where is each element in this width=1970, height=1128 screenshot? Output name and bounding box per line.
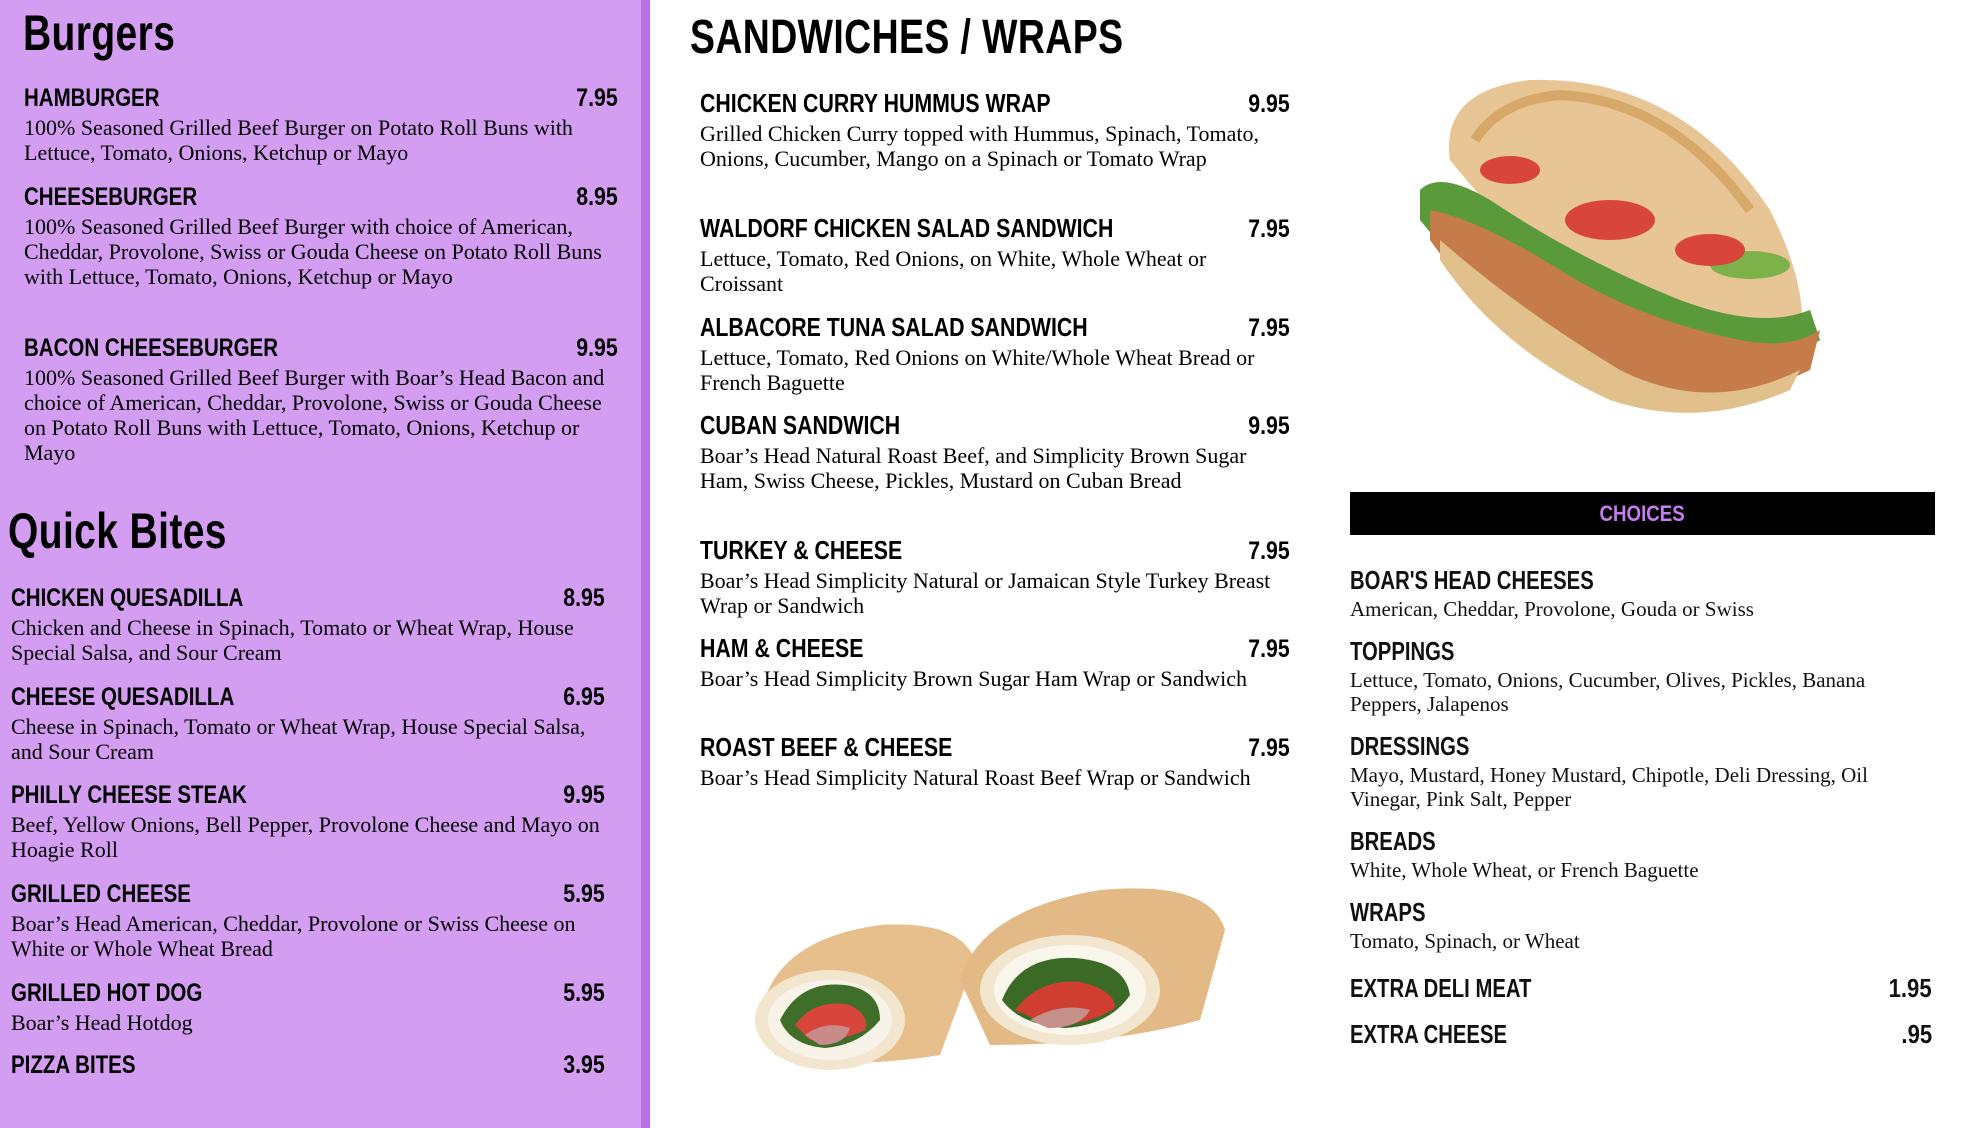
item-description: 100% Seasoned Grilled Beef Burger with choice of American, Cheddar, Provolone, Swiss or Gouda Cheese on Potato Roll Buns with Lettuce, Tomato, Onions, Ketchup or Mayo [24,214,602,289]
sandwiches-heading: SANDWICHES / WRAPS [690,11,1124,64]
item-description: Boar’s Head Simplicity Brown Sugar Ham Wrap or Sandwich [700,666,1247,691]
item-description: 100% Seasoned Grilled Beef Burger on Potato Roll Buns with Lettuce, Tomato, Onions, Ketchup or Mayo [24,115,573,165]
extra-price: 1.95 [1888,973,1932,1003]
choice-toppings [1350,636,1910,716]
item-name: TURKEY & CHEESE [700,535,903,565]
item-description: Boar’s Head American, Cheddar, Provolone or Swiss Cheese on White or Whole Wheat Bread [11,911,576,961]
choice-name: BREADS [1350,826,1436,856]
item-description: Chicken and Cheese in Spinach, Tomato or Wheat Wrap, House Special Salsa, and Sour Cream [11,615,574,665]
item-price: 5.95 [563,979,605,1007]
item-name: BACON CHEESEBURGER [24,334,279,362]
extra-name: EXTRA CHEESE [1350,1019,1508,1049]
item-price: 8.95 [563,584,605,612]
item-name: ROAST BEEF & CHEESE [700,732,953,762]
item-description: Lettuce, Tomato, Red Onions on White/Whole Wheat Bread or French Baguette [700,345,1255,395]
menu-item-chicken-quesadilla [11,584,605,665]
item-price: 7.95 [1248,537,1290,565]
menu-item-cuban-sandwich [700,410,1290,493]
item-name: CHEESEBURGER [24,183,198,211]
choice-name: DRESSINGS [1350,731,1470,761]
item-price: 3.95 [563,1051,605,1079]
choice-wraps [1350,897,1910,953]
item-name: CHEESE QUESADILLA [11,683,235,711]
menu-item-albacore-tuna-salad [700,312,1290,395]
item-price: 7.95 [1248,314,1290,342]
menu-item-chicken-curry-hummus-wrap [700,88,1290,171]
menu-item-ham-cheese [700,633,1290,691]
choice-description: American, Cheddar, Provolone, Gouda or Swiss [1350,597,1754,621]
item-description: Lettuce, Tomato, Red Onions, on White, Whole Wheat or Croissant [700,246,1207,296]
choice-breads [1350,826,1910,882]
item-name: CHICKEN CURRY HUMMUS WRAP [700,88,1051,118]
item-name: PIZZA BITES [11,1051,136,1079]
item-name: GRILLED HOT DOG [11,979,203,1007]
item-price: 5.95 [563,880,605,908]
burgers-heading: Burgers [23,5,176,61]
extra-cheese [1350,1019,1932,1050]
item-price: 7.95 [1248,635,1290,663]
extra-price: .95 [1901,1019,1932,1049]
choice-cheeses [1350,565,1910,621]
wrap-photo [730,870,1250,1080]
item-name: ALBACORE TUNA SALAD SANDWICH [700,312,1088,342]
choice-description: White, Whole Wheat, or French Baguette [1350,858,1699,882]
item-price: 7.95 [1248,734,1290,762]
choice-dressings [1350,731,1910,811]
menu-item-bacon-cheeseburger [24,334,618,465]
menu-item-roast-beef-cheese [700,732,1290,790]
item-price: 7.95 [1248,215,1290,243]
item-name: CHICKEN QUESADILLA [11,584,244,612]
choice-name: WRAPS [1350,897,1426,927]
menu-item-waldorf-chicken-salad [700,213,1290,296]
item-description: 100% Seasoned Grilled Beef Burger with Boar’s Head Bacon and choice of American, Cheddar, Provolone, Swiss or Gouda Cheese on Potato Roll Buns with Lettuce, Tomato, Onions, Ketchup or Mayo [24,365,605,465]
choice-name: TOPPINGS [1350,636,1455,666]
item-description: Grilled Chicken Curry topped with Hummus, Spinach, Tomato, Onions, Cucumber, Mango on a Spinach or Tomato Wrap [700,121,1259,171]
menu-item-grilled-hot-dog [11,979,605,1035]
menu-item-cheese-quesadilla [11,683,605,764]
menu-item-pizza-bites [11,1051,605,1080]
panel-divider [641,0,650,1128]
item-description: Boar’s Head Hotdog [11,1010,193,1035]
item-price: 9.95 [576,334,618,362]
choice-description: Lettuce, Tomato, Onions, Cucumber, Olives, Pickles, Banana Peppers, Jalapenos [1350,668,1866,716]
choice-name: BOAR'S HEAD CHEESES [1350,565,1594,595]
item-price: 7.95 [576,84,618,112]
item-description: Cheese in Spinach, Tomato or Wheat Wrap, House Special Salsa, and Sour Cream [11,714,586,764]
menu-item-grilled-cheese [11,880,605,961]
choice-description: Mayo, Mustard, Honey Mustard, Chipotle, Deli Dressing, Oil Vinegar, Pink Salt, Pepper [1350,763,1868,811]
item-price: 9.95 [1248,90,1290,118]
item-price: 9.95 [563,781,605,809]
extra-name: EXTRA DELI MEAT [1350,973,1532,1003]
item-name: GRILLED CHEESE [11,880,191,908]
item-price: 9.95 [1248,412,1290,440]
menu-item-hamburger [24,84,618,165]
item-name: PHILLY CHEESE STEAK [11,781,247,809]
item-name: WALDORF CHICKEN SALAD SANDWICH [700,213,1114,243]
choices-header-bar [1350,492,1935,535]
choices-label: CHOICES [1599,500,1686,526]
item-description: Boar’s Head Simplicity Natural or Jamaican Style Turkey Breast Wrap or Sandwich [700,568,1271,618]
item-description: Beef, Yellow Onions, Bell Pepper, Provolone Cheese and Mayo on Hoagie Roll [11,812,600,862]
menu-item-turkey-cheese [700,535,1290,618]
item-description: Boar’s Head Simplicity Natural Roast Beef Wrap or Sandwich [700,765,1251,790]
item-name: CUBAN SANDWICH [700,410,901,440]
sandwich-photo [1380,70,1850,430]
menu-item-philly-cheese-steak [11,781,605,862]
item-name: HAMBURGER [24,84,160,112]
item-name: HAM & CHEESE [700,633,864,663]
item-description: Boar’s Head Natural Roast Beef, and Simplicity Brown Sugar Ham, Swiss Cheese, Pickles, Mustard on Cuban Bread [700,443,1247,493]
extra-deli-meat [1350,973,1932,1004]
item-price: 8.95 [576,183,618,211]
menu-item-cheeseburger [24,183,618,289]
choice-description: Tomato, Spinach, or Wheat [1350,929,1580,953]
quick-bites-heading: Quick Bites [8,503,227,559]
item-price: 6.95 [563,683,605,711]
